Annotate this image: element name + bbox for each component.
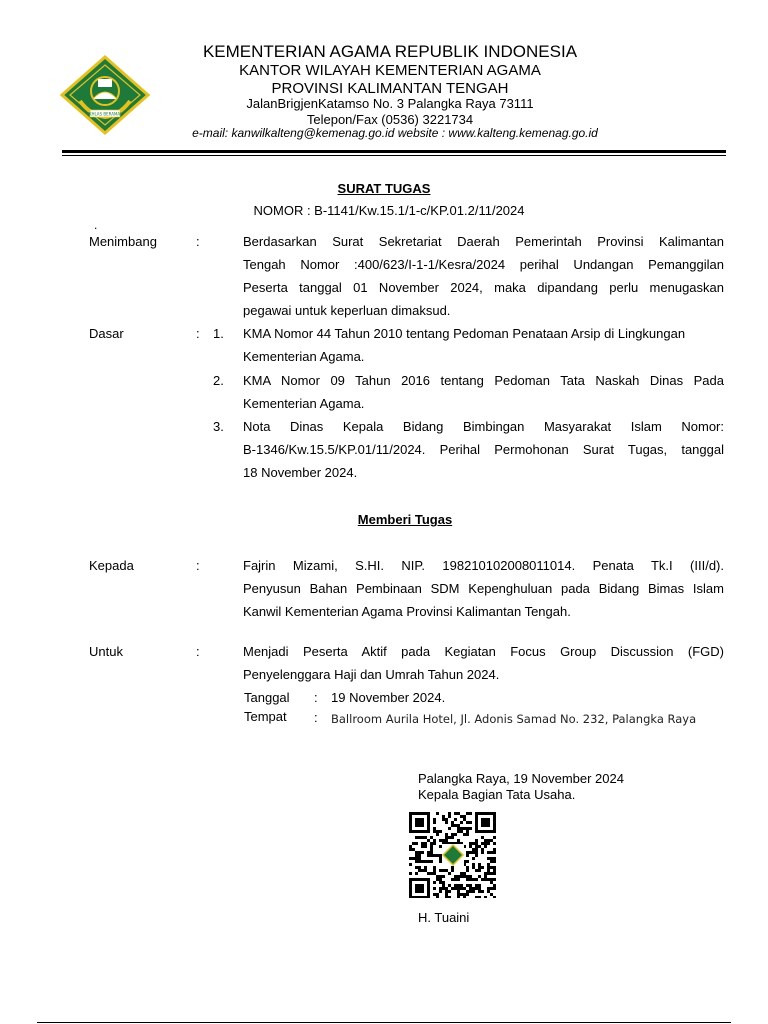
signature-place-date: Palangka Raya, 19 November 2024	[418, 771, 624, 786]
untuk-line: Menjadi Peserta Aktif pada Kegiatan Focus Group Discussion (FGD)	[243, 644, 724, 659]
stray-mark: .	[94, 218, 98, 232]
page-bottom-rule	[37, 1022, 731, 1023]
logo-motto-text: IKHLAS BERAMAL	[87, 111, 123, 117]
dasar-label: Dasar	[89, 326, 124, 341]
letterhead-phone: Telepon/Fax (0536) 3221734	[306, 112, 474, 127]
memberi-tugas-heading: Memberi Tugas	[357, 512, 453, 527]
menimbang-text	[243, 230, 724, 322]
dasar-line: Nota Dinas Kepala Bidang Bimbingan Masyarakat Islam Nomor:	[243, 419, 724, 434]
dasar-line: Kementerian Agama.	[243, 396, 365, 411]
menimbang-line: Berdasarkan Surat Sekretariat Daerah Pemerintah Provinsi Kalimantan	[243, 234, 724, 249]
document-title: SURAT TUGAS	[337, 181, 431, 196]
signature-qr-code	[408, 812, 498, 898]
dasar-item-text	[243, 322, 724, 368]
tanggal-label: Tanggal	[244, 690, 290, 705]
letterhead-contact: e-mail: kanwilkalteng@kemenag.go.id website : www.kalteng.kemenag.go.id	[192, 126, 598, 140]
tempat-value: Ballroom Aurila Hotel, Jl. Adonis Samad No. 232, Palangka Raya	[331, 712, 697, 726]
menimbang-line: Peserta tanggal 01 November 2024, maka dipandang perlu menugaskan	[243, 280, 724, 295]
menimbang-line: Tengah Nomor :400/623/I-1-1/Kesra/2024 perihal Undangan Pemanggilan	[243, 257, 724, 272]
signatory-name: H. Tuaini	[418, 910, 470, 925]
dasar-colon: :	[196, 326, 200, 341]
dasar-item-number: 1.	[213, 326, 224, 341]
untuk-text	[243, 640, 724, 686]
dasar-item-number: 3.	[213, 419, 224, 434]
kepada-line: Kanwil Kementerian Agama Provinsi Kalimantan Tengah.	[243, 604, 571, 619]
dasar-line: Kementerian Agama.	[243, 349, 365, 364]
dasar-item-text	[243, 415, 724, 484]
tanggal-value: 19 November 2024.	[331, 690, 446, 705]
letterhead-ministry: KEMENTERIAN AGAMA REPUBLIK INDONESIA	[202, 42, 578, 61]
document-number: NOMOR : B-1141/Kw.15.1/1-c/KP.01.2/11/2024	[253, 203, 525, 218]
dasar-line: KMA Nomor 44 Tahun 2010 tentang Pedoman Penataan Arsip di Lingkungan	[243, 326, 686, 341]
kepada-line: Fajrin Mizami, S.HI. NIP. 198210102008011014. Penata Tk.I (III/d).	[243, 558, 724, 573]
kepada-label: Kepada	[89, 558, 134, 573]
tempat-label: Tempat	[244, 709, 287, 724]
dasar-item-number: 2.	[213, 373, 224, 388]
dasar-line: 18 November 2024.	[243, 465, 358, 480]
menimbang-colon: :	[196, 234, 200, 249]
menimbang-line: pegawai untuk keperluan dimaksud.	[243, 303, 451, 318]
letterhead-divider-thin	[62, 155, 726, 156]
ministry-logo	[60, 55, 150, 135]
dasar-line: KMA Nomor 09 Tahun 2016 tentang Pedoman Tata Naskah Dinas Pada	[243, 373, 724, 388]
menimbang-label: Menimbang	[89, 234, 157, 249]
untuk-colon: :	[196, 644, 200, 659]
tanggal-colon: :	[314, 690, 318, 705]
kepada-line: Penyusun Bahan Pembinaan SDM Kepenghuluan pada Bidang Bimas Islam	[243, 581, 724, 596]
letterhead-province: PROVINSI KALIMANTAN TENGAH	[271, 80, 509, 97]
untuk-line: Penyelenggara Haji dan Umrah Tahun 2024.	[243, 667, 500, 682]
dasar-item-text	[243, 369, 724, 415]
letterhead-divider-thick	[62, 150, 726, 153]
kepada-colon: :	[196, 558, 200, 573]
letterhead-office: KANTOR WILAYAH KEMENTERIAN AGAMA	[239, 62, 541, 79]
dasar-line: B-1346/Kw.15.5/KP.01/11/2024. Perihal Permohonan Surat Tugas, tanggal	[243, 442, 724, 457]
letterhead-address: JalanBrigjenKatamso No. 3 Palangka Raya 73111	[246, 96, 534, 111]
tempat-colon: :	[314, 710, 318, 725]
kepada-text	[243, 554, 724, 623]
untuk-label: Untuk	[89, 644, 123, 659]
signature-position: Kepala Bagian Tata Usaha.	[418, 787, 576, 802]
